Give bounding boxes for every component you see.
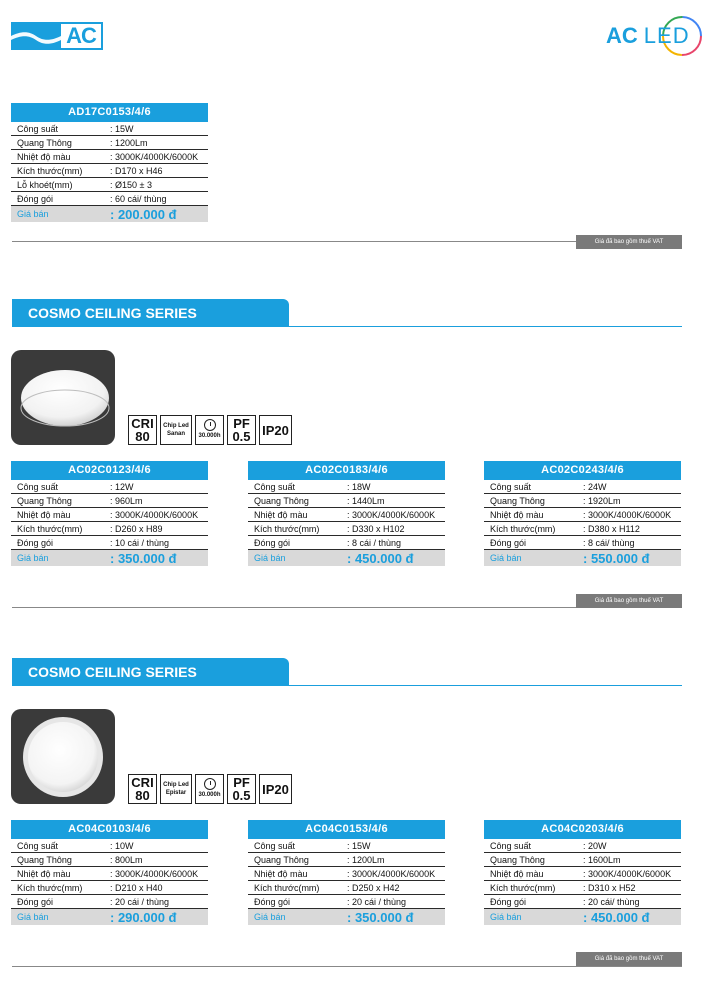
price-row (11, 550, 208, 566)
spec-value: : 18W (347, 482, 371, 492)
price-label: Giá bán (17, 912, 49, 922)
spec-label: Kích thước(mm) (254, 524, 320, 534)
spec-row-color-temp (248, 508, 445, 522)
ip-badge: IP20 (259, 415, 292, 445)
spec-value: : 3000K/4000K/6000K (347, 869, 436, 879)
spec-value: : D310 x H52 (583, 883, 636, 893)
spec-row-color-temp (248, 867, 445, 881)
spec-value: : 3000K/4000K/6000K (347, 510, 436, 520)
spec-badges (128, 415, 292, 445)
spec-value: : 20 cái / thùng (110, 897, 170, 907)
price-row (11, 206, 208, 222)
spec-value: : 1440Lm (347, 496, 385, 506)
spec-row-lumen (11, 494, 208, 508)
vat-note: Giá đã bao gồm thuế VAT (576, 594, 682, 608)
cri-badge: CRI 80 (128, 415, 157, 445)
spec-value: : 1920Lm (583, 496, 621, 506)
spec-row-power (248, 839, 445, 853)
spec-row-size (11, 881, 208, 895)
ac-logo-text: AC (61, 22, 103, 50)
spec-row-color-temp (484, 867, 681, 881)
spec-label: Đóng gói (490, 538, 527, 548)
spec-label: Đóng gói (254, 538, 291, 548)
spec-value: : 3000K/4000K/6000K (110, 152, 199, 162)
spec-row-power (11, 122, 208, 136)
spec-row-power (484, 839, 681, 853)
chip-badge: Chip Led Epistar (160, 774, 192, 804)
cri-badge: CRI 80 (128, 774, 157, 804)
price-label: Giá bán (254, 553, 286, 563)
spec-label: Đóng gói (17, 538, 54, 548)
spec-label: Công suất (254, 841, 296, 851)
ac-logo (11, 22, 103, 50)
spec-value: : D330 x H102 (347, 524, 405, 534)
spec-label: Quang Thông (254, 496, 309, 506)
product-image-cosmo-epistar (11, 709, 115, 804)
price-label: Giá bán (254, 912, 286, 922)
spec-label: Kích thước(mm) (17, 524, 83, 534)
spec-value: : 8 cái / thùng (347, 538, 402, 548)
spec-value: : 10 cái / thùng (110, 538, 170, 548)
price-label: Giá bán (17, 209, 49, 219)
spec-row-size (484, 881, 681, 895)
spec-value: : 8 cái/ thùng (583, 538, 635, 548)
spec-value: : 1200Lm (347, 855, 385, 865)
spec-value: : 3000K/4000K/6000K (110, 869, 199, 879)
product-table (248, 820, 445, 925)
spec-label: Công suất (17, 124, 59, 134)
spec-label: Nhiệt độ màu (490, 510, 544, 520)
spec-value: : D380 x H112 (583, 524, 640, 534)
spec-label: Đóng gói (254, 897, 291, 907)
product-code: AC02C0183/4/6 (248, 461, 445, 480)
spec-value: : Ø150 ± 3 (110, 180, 152, 190)
spec-value: : 960Lm (110, 496, 143, 506)
spec-row-lumen (11, 136, 208, 150)
clock-icon (204, 419, 216, 431)
product-table (11, 461, 208, 566)
price-row (248, 909, 445, 925)
price-value: : 350.000 đ (347, 909, 414, 925)
acled-logo-led: LED (643, 23, 690, 48)
spec-row-lumen (248, 494, 445, 508)
spec-row-size (248, 881, 445, 895)
spec-label: Kích thước(mm) (17, 166, 83, 176)
spec-value: : 12W (110, 482, 134, 492)
spec-value: : 20 cái/ thùng (583, 897, 640, 907)
spec-label: Công suất (490, 841, 532, 851)
price-row (484, 909, 681, 925)
spec-row-power (248, 480, 445, 494)
vat-note: Giá đã bao gồm thuế VAT (576, 235, 682, 249)
spec-value: : 20 cái / thùng (347, 897, 407, 907)
spec-value: : D260 x H89 (110, 524, 163, 534)
acled-logo-ac: AC (606, 23, 638, 48)
pf-badge: PF 0.5 (227, 415, 256, 445)
spec-label: Đóng gói (17, 194, 54, 204)
spec-row-lumen (248, 853, 445, 867)
acled-logo (606, 14, 712, 58)
spec-row-power (11, 839, 208, 853)
spec-row-size (248, 522, 445, 536)
spec-value: : 1200Lm (110, 138, 148, 148)
spec-label: Đóng gói (17, 897, 54, 907)
section-title: COSMO CEILING SERIES (12, 299, 289, 326)
product-table (248, 461, 445, 566)
spec-value: : 24W (583, 482, 607, 492)
wave-icon (11, 22, 61, 50)
spec-row-power (11, 480, 208, 494)
divider (12, 966, 682, 967)
spec-row-lumen (11, 853, 208, 867)
price-row (11, 909, 208, 925)
spec-label: Công suất (17, 482, 59, 492)
spec-row-lumen (484, 494, 681, 508)
spec-value: : 1600Lm (583, 855, 621, 865)
price-label: Giá bán (490, 912, 522, 922)
spec-value: : 15W (110, 124, 134, 134)
product-code: AC02C0123/4/6 (11, 461, 208, 480)
spec-value: : 3000K/4000K/6000K (583, 869, 672, 879)
product-code: AC04C0153/4/6 (248, 820, 445, 839)
product-code: AC02C0243/4/6 (484, 461, 681, 480)
spec-label: Quang Thông (17, 138, 72, 148)
vat-note: Giá đã bao gồm thuế VAT (576, 952, 682, 966)
spec-row-pack (484, 536, 681, 550)
price-value: : 450.000 đ (583, 909, 650, 925)
spec-value: : 20W (583, 841, 607, 851)
spec-label: Kích thước(mm) (17, 883, 83, 893)
spec-row-cutout (11, 178, 208, 192)
spec-row-color-temp (11, 867, 208, 881)
spec-value: : 3000K/4000K/6000K (583, 510, 672, 520)
product-table (484, 461, 681, 566)
spec-row-color-temp (484, 508, 681, 522)
spec-label: Quang Thông (490, 855, 545, 865)
clock-icon (204, 778, 216, 790)
spec-value: : D250 x H42 (347, 883, 400, 893)
spec-label: Lỗ khoét(mm) (17, 180, 73, 190)
price-value: : 290.000 đ (110, 909, 177, 925)
spec-value: : D170 x H46 (110, 166, 163, 176)
spec-value: : 10W (110, 841, 134, 851)
spec-label: Công suất (254, 482, 296, 492)
spec-label: Quang Thông (490, 496, 545, 506)
section-header (12, 299, 682, 327)
spec-row-color-temp (11, 150, 208, 164)
spec-value: : 15W (347, 841, 371, 851)
section-title: COSMO CEILING SERIES (12, 658, 289, 685)
price-label: Giá bán (490, 553, 522, 563)
spec-label: Công suất (490, 482, 532, 492)
spec-row-pack (248, 536, 445, 550)
product-code: AC04C0103/4/6 (11, 820, 208, 839)
lifetime-badge: 30.000h (195, 774, 224, 804)
lifetime-badge: 30.000h (195, 415, 224, 445)
spec-row-size (484, 522, 681, 536)
product-table-ad17c0153 (11, 103, 208, 222)
price-value: : 550.000 đ (583, 550, 650, 566)
spec-row-pack (11, 192, 208, 206)
product-code: AC04C0203/4/6 (484, 820, 681, 839)
spec-value: : 800Lm (110, 855, 143, 865)
product-code: AD17C0153/4/6 (11, 103, 208, 122)
spec-label: Nhiệt độ màu (490, 869, 544, 879)
section-header (12, 658, 682, 686)
spec-label: Nhiệt độ màu (17, 869, 71, 879)
product-table (484, 820, 681, 925)
spec-label: Quang Thông (17, 855, 72, 865)
price-row (484, 550, 681, 566)
spec-label: Nhiệt độ màu (254, 510, 308, 520)
spec-row-pack (484, 895, 681, 909)
pf-badge: PF 0.5 (227, 774, 256, 804)
spec-row-power (484, 480, 681, 494)
price-value: : 200.000 đ (110, 206, 177, 222)
spec-row-size (11, 522, 208, 536)
spec-label: Kích thước(mm) (490, 883, 556, 893)
product-image-cosmo-sanan (11, 350, 115, 445)
price-label: Giá bán (17, 553, 49, 563)
spec-label: Công suất (17, 841, 59, 851)
spec-badges (128, 774, 292, 804)
spec-row-pack (11, 895, 208, 909)
spec-row-size (11, 164, 208, 178)
spec-label: Nhiệt độ màu (17, 510, 71, 520)
price-value: : 350.000 đ (110, 550, 177, 566)
spec-value: : 3000K/4000K/6000K (110, 510, 199, 520)
ip-badge: IP20 (259, 774, 292, 804)
price-row (248, 550, 445, 566)
spec-value: : D210 x H40 (110, 883, 163, 893)
spec-label: Nhiệt độ màu (254, 869, 308, 879)
spec-row-color-temp (11, 508, 208, 522)
spec-row-pack (11, 536, 208, 550)
spec-label: Kích thước(mm) (490, 524, 556, 534)
spec-value: : 60 cái/ thùng (110, 194, 167, 204)
spec-label: Kích thước(mm) (254, 883, 320, 893)
spec-label: Quang Thông (17, 496, 72, 506)
price-value: : 450.000 đ (347, 550, 414, 566)
product-table (11, 820, 208, 925)
chip-badge: Chip Led Sanan (160, 415, 192, 445)
spec-label: Nhiệt độ màu (17, 152, 71, 162)
spec-label: Quang Thông (254, 855, 309, 865)
spec-row-lumen (484, 853, 681, 867)
spec-row-pack (248, 895, 445, 909)
spec-label: Đóng gói (490, 897, 527, 907)
